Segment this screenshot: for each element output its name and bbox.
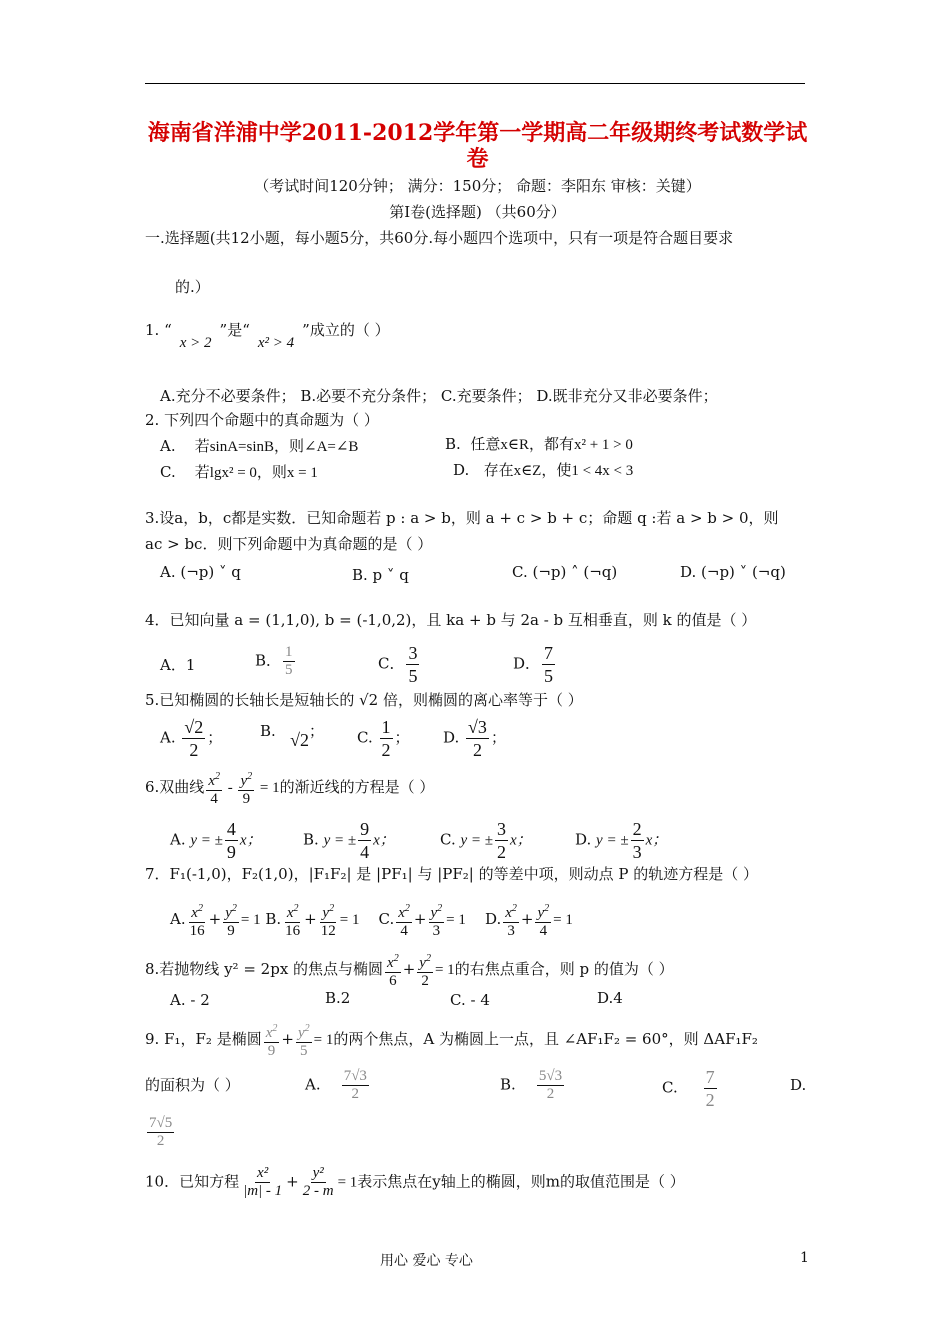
question-5-stem: 5.已知椭圆的长轴长是短轴长的 √2 倍，则椭圆的离心率等于（ ） xyxy=(145,691,583,709)
question-2-option-c: C. 若lgx² = 0，则x = 1 xyxy=(160,463,318,481)
question-4-option-b: B． $\frac{1}{5}$ xyxy=(255,644,293,678)
question-10-stem: 10．已知方程 $\frac{\text{x²}}{|m| - 1}$ + $\frac{\text{y²}}{2 - m}$ = 1表示焦点在y轴上的椭圆，则m的取值范围是（ ） xyxy=(145,1165,685,1199)
question-9-option-c: C. $\frac{7}{2}$ xyxy=(662,1067,715,1110)
question-4-option-d: D． $\frac{7}{5}$ xyxy=(513,643,554,686)
exam-info: （考试时间120分钟； 满分：150分； 命题：李阳东 审核：关键） xyxy=(254,177,701,195)
question-2-option-a: A. 若sinA=sinB，则∠A=∠B xyxy=(160,437,359,455)
question-6-option-b: B. y = ± $\frac{9}{4}$ x； xyxy=(303,819,395,862)
question-3-option-d: D. (¬p) ˅ (¬q) xyxy=(680,563,786,581)
question-9-option-b: B. $\frac{5√3}{2}$ xyxy=(500,1068,563,1102)
question-6-option-a: A. y = ± $\frac{4}{9}$ x； xyxy=(170,819,262,862)
question-1-options: A.充分不必要条件； B.必要不充分条件； C.充要条件； D.既非充分又非必要条件； xyxy=(160,387,718,405)
question-8-option-b: B.2 xyxy=(325,989,351,1007)
header-rule xyxy=(145,83,805,84)
question-5-option-b: B. √2； xyxy=(260,722,325,750)
question-8-option-d: D.4 xyxy=(597,989,623,1007)
question-2-stem: 2. 下列四个命题中的真命题为（ ） xyxy=(145,411,379,429)
question-4-stem: 4．已知向量 a = (1,1,0), b = (-1,0,2)，且 ka + b 与 2a - b 互相垂直，则 k 的值是（ ） xyxy=(145,611,757,629)
exam-title: 海南省洋浦中学2011-2012学年第一学期高二年级期终考试数学试 卷 xyxy=(147,120,808,172)
footer-slogan: 用心 爱心 专心 xyxy=(380,1253,473,1269)
page-number: 1 xyxy=(800,1250,809,1266)
question-9-option-d: $\frac{7√5}{2}$ xyxy=(149,1115,173,1149)
question-3-option-a: A. (¬p) ˅ q xyxy=(160,563,241,581)
question-3-line1: 3.设a，b，c都是实数．已知命题若 p : a > b，则 a + c > b + c；命题 q :若 a > b > 0，则 xyxy=(145,509,779,527)
question-4-option-a: A．1 xyxy=(160,656,196,674)
question-4-option-c: C． $\frac{3}{5}$ xyxy=(378,643,418,686)
question-6-stem: 6.双曲线 $\frac{x^2}{4}$ - $\frac{y^2}{9}$ = 1的渐近线的方程是（ ） xyxy=(145,768,434,808)
question-6-option-c: C. y = ± $\frac{3}{2}$ x； xyxy=(440,819,532,862)
question-5-option-d: D. $\frac{√3}{2}$ ； xyxy=(443,717,506,760)
question-3-option-c: C. (¬p) ˄ (¬q) xyxy=(512,563,618,581)
question-8-option-a: A. - 2 xyxy=(170,991,210,1009)
question-7-stem: 7．F₁(-1,0)，F₂(1,0)，|F₁F₂| 是 |PF₁| 与 |PF₂| 的等差中项，则动点 P 的轨迹方程是（ ） xyxy=(145,865,759,883)
question-8-option-c: C. - 4 xyxy=(450,991,490,1009)
instructions-line1: 一.选择题(共12小题，每小题5分，共60分.每小题四个选项中，只有一项是符合题目要求 xyxy=(145,229,734,247)
question-8-stem: 8.若抛物线 y² = 2px 的焦点与椭圆 $\frac{x^2}{6}$ + $\frac{y^2}{2}$ = 1的右焦点重合，则 p 的值为（ ） xyxy=(145,950,674,990)
question-5-option-c: C. $\frac{1}{2}$ ； xyxy=(357,717,410,760)
section-title: 第Ⅰ卷(选择题) （共60分） xyxy=(389,203,566,221)
question-9-stem: 9. F₁，F₂ 是椭圆 $\frac{x^2}{9}$ + $\frac{y^2}{5}$ = 1的两个焦点，A 为椭圆上一点，且 ∠AF₁F₂ = 60°，则 ΔAF₁F₂ xyxy=(145,1020,758,1060)
question-9-option-a: A. $\frac{7√3}{2}$ xyxy=(305,1068,367,1102)
question-9-line2: 的面积为（ ） xyxy=(145,1076,240,1094)
question-3-option-b: B. p ˅ q xyxy=(352,566,409,584)
question-1-stem: 1. “x > 2”是“x² > 4”成立的（ ） xyxy=(145,321,390,351)
question-3-line2: ac > bc．则下列命题中为真命题的是（ ） xyxy=(145,535,433,553)
question-5-option-a: A. $\frac{√2}{2}$ ； xyxy=(160,717,223,760)
question-7-options: A. $\frac{x^2}{16}$ + $\frac{y^2}{9}$ = 1 B. $\frac{x^2}{16}$ + $\frac{y^2}{12}$ = 1 C. $\frac{x^2}{4}$ + $\frac{y^2}{3}$ = 1 D. $\frac{x^2}{3}$ + $\frac{y^2}{4}$ = 1 xyxy=(170,900,573,940)
question-2-option-b: B. 任意x∈R，都有x² + 1 > 0 xyxy=(445,435,633,453)
question-6-option-d: D. y = ± $\frac{2}{3}$ x； xyxy=(575,819,668,862)
question-9-option-d-label: D. xyxy=(790,1076,807,1094)
question-2-option-d: D. 存在x∈Z，使1 < 4x < 3 xyxy=(453,461,634,479)
instructions-line2: 的.） xyxy=(175,278,210,296)
